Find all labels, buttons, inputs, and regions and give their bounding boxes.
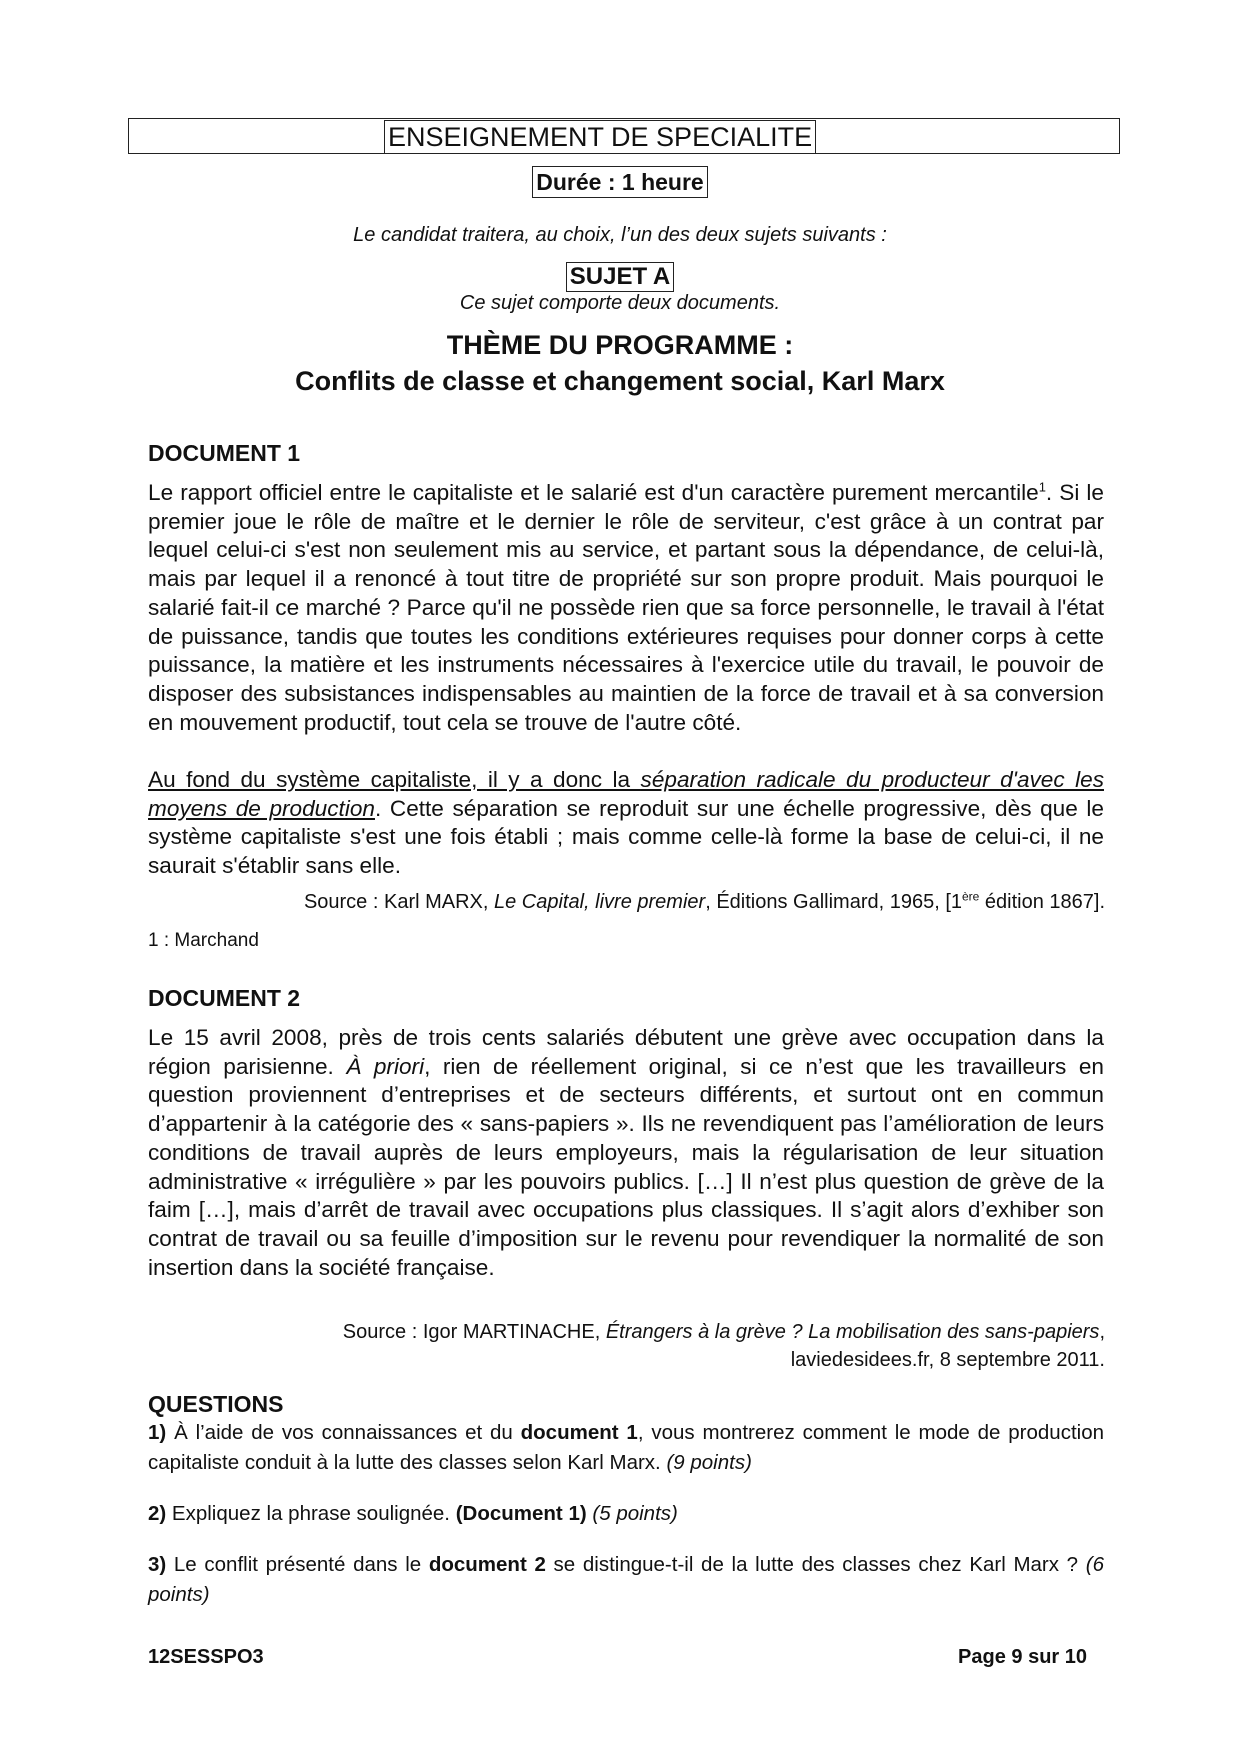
document-2-paragraph — [148, 1024, 1104, 1282]
question-1-number: 1) — [148, 1421, 167, 1444]
header-title: ENSEIGNEMENT DE SPECIALITE — [384, 120, 816, 154]
question-2-text: Expliquez la phrase soulignée. — [166, 1502, 456, 1525]
source2-prefix: Source : Igor MARTINACHE, — [342, 1321, 606, 1343]
question-2-number: 2) — [148, 1502, 167, 1525]
question-3-doc-ref: document 2 — [428, 1553, 546, 1576]
document-1-paragraph-1 — [148, 479, 1104, 737]
intro-text: Le candidat traitera, au choix, l’un des deux sujets suivants : — [353, 224, 887, 246]
question-3-number: 3) — [148, 1553, 167, 1576]
doc2-text-cont: , rien de réellement original, si ce n’est que les travailleurs en question proviennent d’entreprises et de secteurs différents, et surtout ont en commun d’appartenir à la catégorie des « sans-papiers ». Ils ne revendiquent pas l’amélioration de leurs conditions de travail auprès de leurs employeurs, mais la régularisation de leur situation administrative « irrégulière » par les pouvoirs publics. […] Il n’est plus question de grève de la faim […], mais d’arrêt de travail avec occupations plus classiques. Il s’agit alors d’exhiber son contrat de travail ou sa feuille d’imposition sur le revenu pour revendiquer la normalité de son insertion dans la société française. — [148, 1053, 1104, 1280]
footer-code: 12SESSPO3 — [148, 1646, 264, 1668]
source-title: Le Capital, livre premier — [494, 891, 706, 913]
subject-description: Ce sujet comporte deux documents. — [459, 292, 781, 314]
source2-title: Étrangers à la grève ? La mobilisation des sans-papiers — [605, 1321, 1100, 1343]
question-3-points: (6 points) — [148, 1553, 1104, 1606]
source2-comma: , — [1099, 1321, 1105, 1343]
question-1-text-cont: , vous montrerez comment le mode de production capitaliste conduit à la lutte des classes selon Karl Marx. — [148, 1421, 1104, 1474]
source-publisher: , Éditions Gallimard, 1965, [1 — [705, 891, 962, 913]
document-1-source — [304, 888, 1105, 916]
footnote-marker: 1 — [1038, 479, 1046, 495]
document-1-title: DOCUMENT 1 — [148, 440, 301, 466]
footer-page-number: Page 9 sur 10 — [958, 1646, 1087, 1668]
doc1-text: Le rapport officiel entre le capitaliste et le salarié est d'un caractère purement mercantile — [148, 480, 1039, 505]
source2-line2: laviedesidees.fr, 8 septembre 2011. — [790, 1349, 1105, 1371]
question-1-doc-ref: document 1 — [520, 1421, 638, 1444]
duration-box: Durée : 1 heure — [532, 166, 707, 198]
underlined-text: Au fond du système capitaliste, il y a donc la — [148, 767, 641, 792]
theme-title: Conflits de classe et changement social, Karl Marx — [295, 366, 945, 396]
source-edition: édition 1867]. — [979, 891, 1105, 913]
question-1-points: (9 points) — [666, 1451, 752, 1474]
question-3 — [148, 1550, 1104, 1610]
document-1-paragraph-2 — [148, 766, 1104, 881]
underlined-italic-text: séparation radicale du producteur d'avec les moyens de production — [148, 767, 1104, 821]
subject-box: SUJET A — [566, 262, 674, 292]
doc1-text-cont: . Si le premier joue le rôle de maître et le dernier le rôle de serviteur, c'est grâce à un contrat par lequel celui-ci s'est non seulement mis au service, et partant sous la dépendance, de celui-là, mais par lequel il a renoncé à tout titre de propriété sur son propre produit. Mais pourquoi le salarié fait-il ce marché ? Parce qu'il ne possède rien que sa force personnelle, le travail à l'état de puissance, tandis que toutes les conditions extérieures requises pour donner corps à cette puissance, la matière et les instruments nécessaires à l'exercice utile du travail, le pouvoir de disposer des subsistances indispensables au maintien de la force de travail et à sa conversion en mouvement productif, tout cela se trouve de l'autre côté. — [148, 480, 1104, 735]
doc2-italic: À priori — [346, 1053, 425, 1079]
theme-heading: THÈME DU PROGRAMME : — [446, 330, 794, 360]
question-3-text-cont: se distingue-t-il de la lutte des classes chez Karl Marx ? — [545, 1553, 1086, 1576]
question-2 — [148, 1499, 1104, 1529]
doc2-text: Le 15 avril 2008, près de trois cents salariés débutent une grève avec occupation dans la région parisienne. — [148, 1025, 1104, 1079]
subject-line — [0, 262, 1240, 292]
document-2-title: DOCUMENT 2 — [148, 985, 301, 1011]
question-2-doc-ref: (Document 1) — [455, 1502, 587, 1525]
document-2-source — [343, 1318, 1105, 1374]
question-1 — [148, 1418, 1104, 1478]
duration-line — [0, 166, 1240, 198]
footnote: 1 : Marchand — [148, 930, 259, 951]
question-1-text: À l’aide de vos connaissances et du — [166, 1421, 521, 1444]
question-2-points: (5 points) — [592, 1502, 678, 1525]
source-prefix: Source : Karl MARX, — [303, 891, 494, 913]
source-superscript: ère — [962, 889, 980, 904]
question-3-text: Le conflit présenté dans le — [166, 1553, 429, 1576]
questions-title: QUESTIONS — [148, 1391, 284, 1417]
doc1-p2-rest: . Cette séparation se reproduit sur une échelle progressive, dès que le système capitaliste s'est une fois établi ; mais comme celle-là forme la base de celui-ci, il ne saurait s'établir sans elle. — [148, 795, 1104, 879]
